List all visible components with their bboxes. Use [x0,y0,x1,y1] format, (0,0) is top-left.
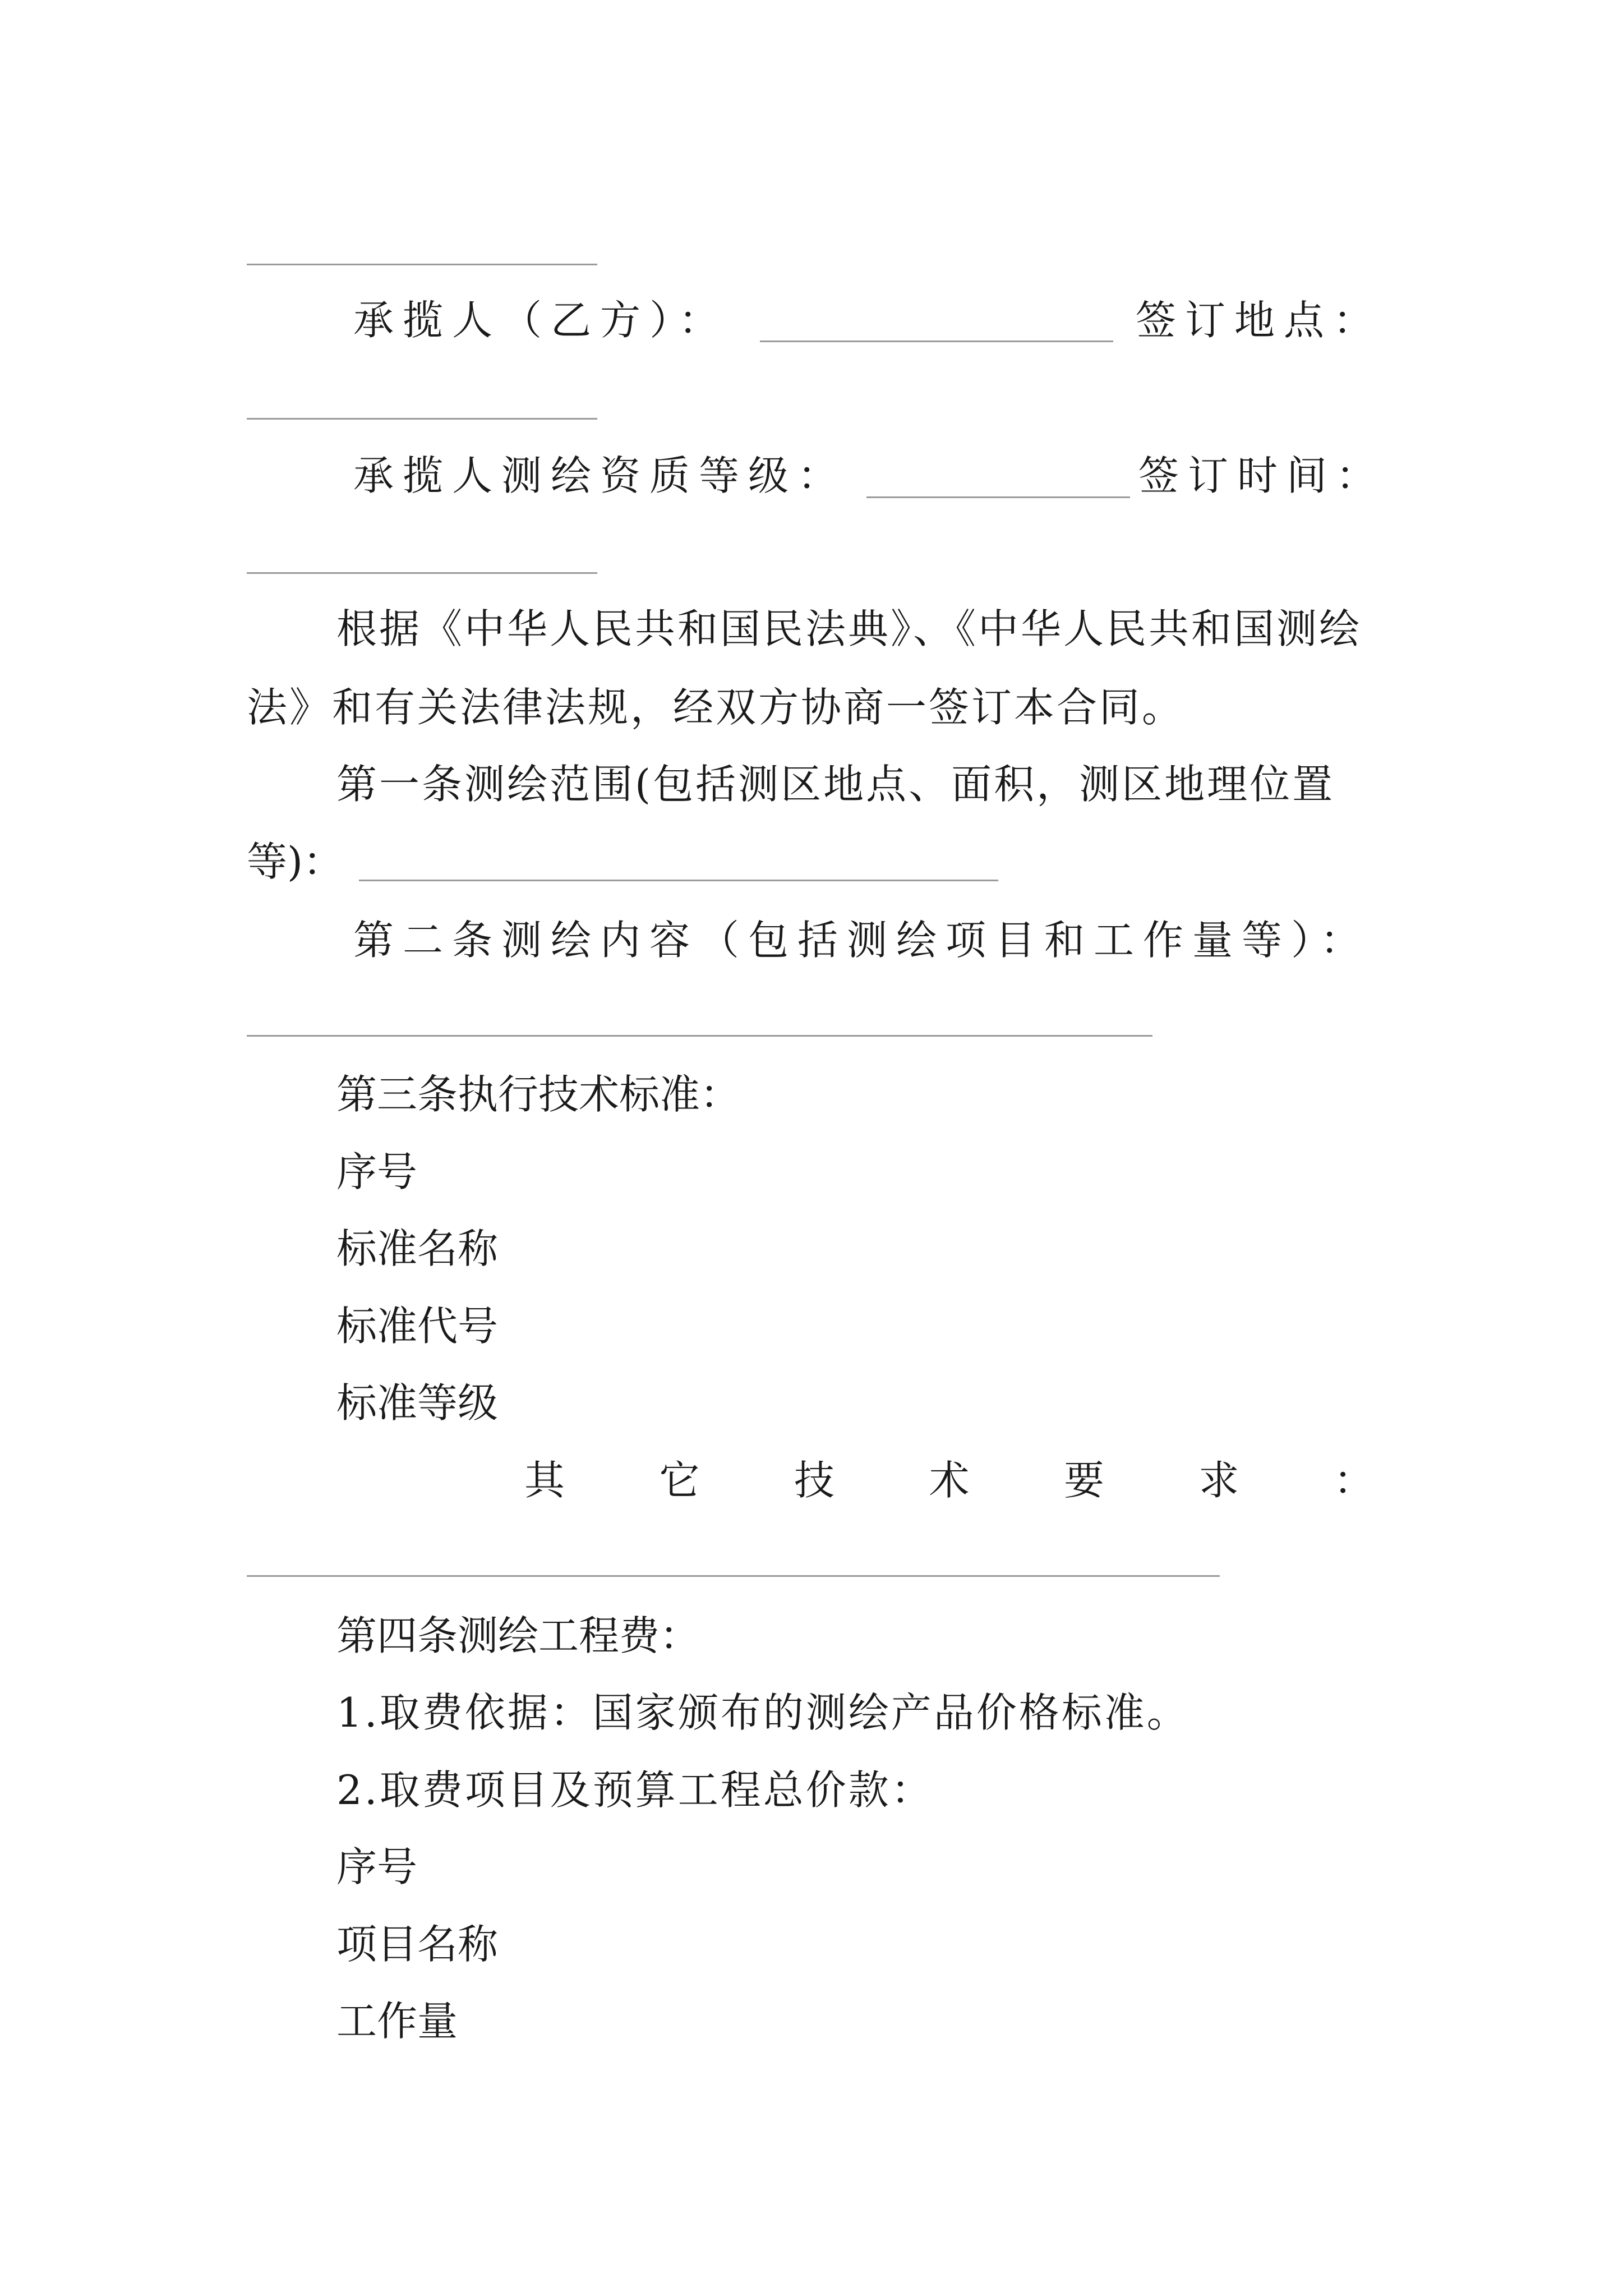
req-char: 术 [929,1457,970,1504]
other-requirements-label [524,1457,1374,1504]
standards-header-4: 标准等级 [336,1379,499,1427]
req-char: 要 [1063,1457,1104,1504]
req-char: ： [1333,1457,1374,1504]
sign-place-blank[interactable] [247,418,597,420]
blank-line [247,264,597,265]
req-char: 技 [794,1457,834,1504]
article-1-line-2: 等)： [247,838,344,885]
basis-line-2: 法》和有关法律法规，经双方协商一签订本合同。 [247,684,1185,731]
sign-place-label: 签订地点： [1136,297,1383,344]
req-char: 求 [1198,1457,1239,1504]
contractor-blank[interactable] [760,341,1113,342]
fee-header-1: 序号 [336,1843,418,1890]
fee-basis: 1.取费依据：国家颁布的测绘产品价格标准。 [336,1689,1189,1736]
article-1-blank[interactable] [359,880,998,881]
sign-time-blank[interactable] [247,572,597,574]
article-2-blank[interactable] [247,1035,1152,1037]
qualification-label: 承揽人测绘资质等级： [353,452,847,499]
req-char: 其 [524,1457,565,1504]
fee-header-3: 工作量 [336,1998,458,2045]
article-4-title: 第四条测绘工程费： [336,1612,700,1659]
fee-header-2: 项目名称 [336,1921,499,1968]
req-char: 它 [659,1457,700,1504]
basis-line-1: 根据《中华人民共和国民法典》、《中华人民共和国测绘 [336,605,1362,652]
sign-time-label: 签订时间： [1138,452,1386,499]
contractor-label: 承揽人（乙方）： [353,297,728,344]
article-1-line-1: 第一条测绘范围(包括测区地点、面积，测区地理位置 [336,761,1335,808]
standards-header-3: 标准代号 [336,1303,499,1350]
other-requirements-blank[interactable] [247,1575,1220,1577]
qualification-blank[interactable] [866,496,1130,498]
standards-header-2: 标准名称 [336,1225,499,1272]
fee-items-title: 2.取费项目及预算工程总价款： [336,1766,934,1814]
standards-header-1: 序号 [336,1148,418,1195]
article-2: 第二条测绘内容（包括测绘项目和工作量等）： [353,917,1370,964]
article-3-title: 第三条执行技术标准： [336,1071,741,1118]
